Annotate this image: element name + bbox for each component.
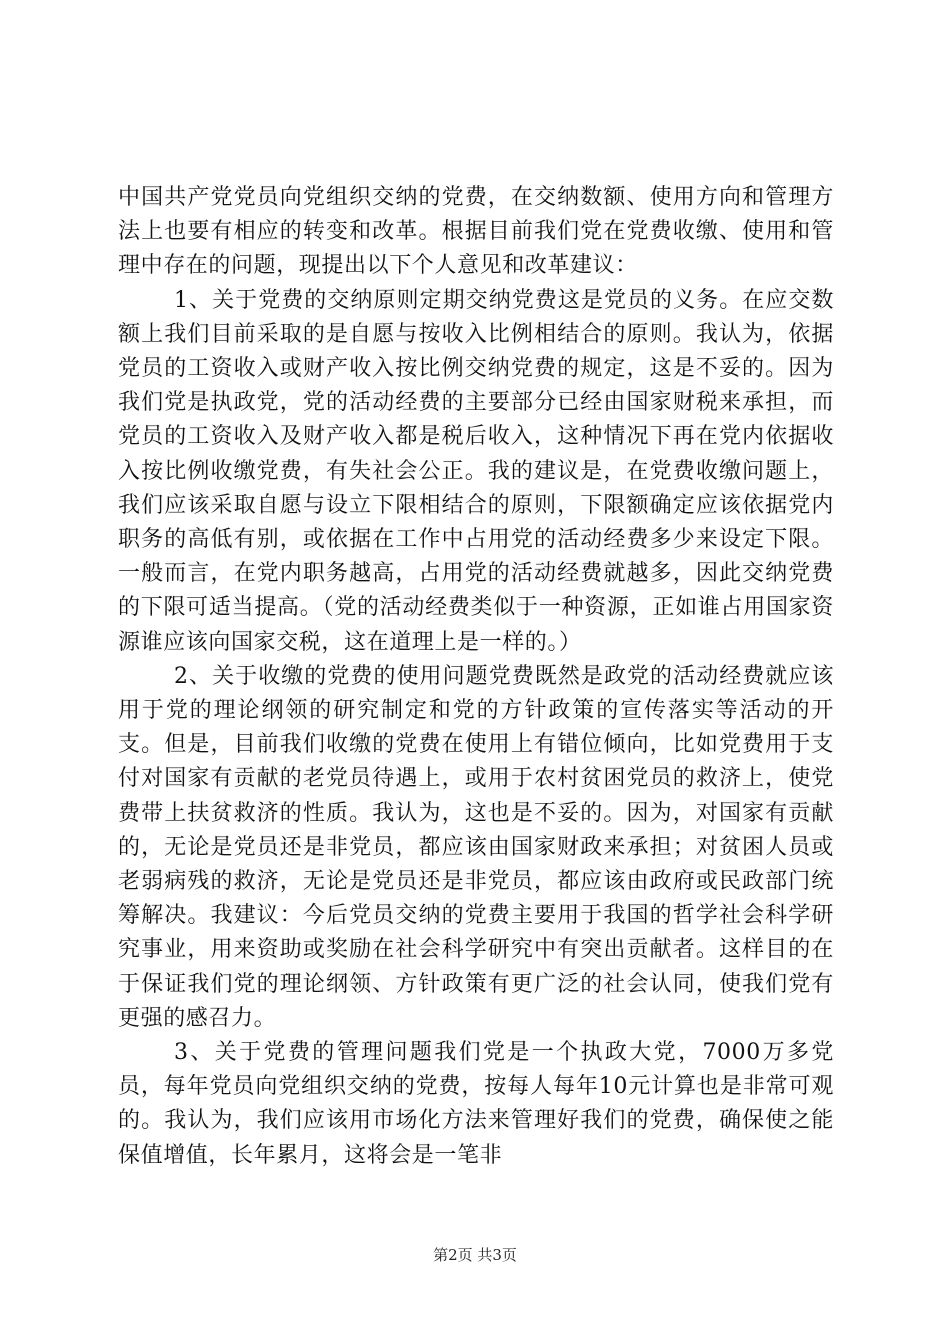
paragraph-point-3: 3、关于党费的管理问题我们党是一个执政大党，7000万多党员，每年党员向党组织交纳的党费，按每人每年10元计算也是非常可观的。我认为，我们应该用市场化方法来管理好我们的党费，确保使之能保值增值，长年累月，这将会是一笔非 [118, 1040, 834, 1168]
paragraph-point-1: 1、关于党费的交纳原则定期交纳党费这是党员的义务。在应交数额上我们目前采取的是自愿与按收入比例相结合的原则。我认为，依据党员的工资收入或财产收入按比例交纳党费的规定，这是不妥的。因为我们党是执政党，党的活动经费的主要部分已经由国家财税来承担，而党员的工资收入及财产收入都是税后收入，这种情况下再在党内依据收入按比例收缴党费，有失社会公正。我的建议是，在党费收缴问题上，我们应该采取自愿与设立下限相结合的原则，下限额确定应该依据党内职务的高低有别，或依据在工作中占用党的活动经费多少来设定下限。一般而言，在党内职务越高，占用党的活动经费就越多，因此交纳党费的下限可适当提高。（党的活动经费类似于一种资源，正如谁占用国家资源谁应该向国家交税，这在道理上是一样的。） [118, 287, 834, 655]
paragraph-intro: 中国共产党党员向党组织交纳的党费，在交纳数额、使用方向和管理方法上也要有相应的转变和改革。根据目前我们党在党费收缴、使用和管理中存在的问题，现提出以下个人意见和改革建议： [118, 185, 834, 279]
paragraph-point-2: 2、关于收缴的党费的使用问题党费既然是政党的活动经费就应该用于党的理论纲领的研究制定和党的方针政策的宣传落实等活动的开支。但是，目前我们收缴的党费在使用上有错位倾向，比如党费用于支付对国家有贡献的老党员待遇上，或用于农村贫困党员的救济上，使党费带上扶贫救济的性质。我认为，这也是不妥的。因为，对国家有贡献的，无论是党员还是非党员，都应该由国家财政来承担；对贫困人员或老弱病残的救济，无论是党员还是非党员，都应该由政府或民政部门统筹解决。我建议：今后党员交纳的党费主要用于我国的哲学社会科学研究事业，用来资助或奖励在社会科学研究中有突出贡献者。这样目的在于保证我们党的理论纲领、方针政策有更广泛的社会认同，使我们党有更强的感召力。 [118, 663, 834, 1031]
page-number-footer: 第2页 共3页 [433, 1246, 517, 1264]
document-body [118, 181, 834, 1173]
